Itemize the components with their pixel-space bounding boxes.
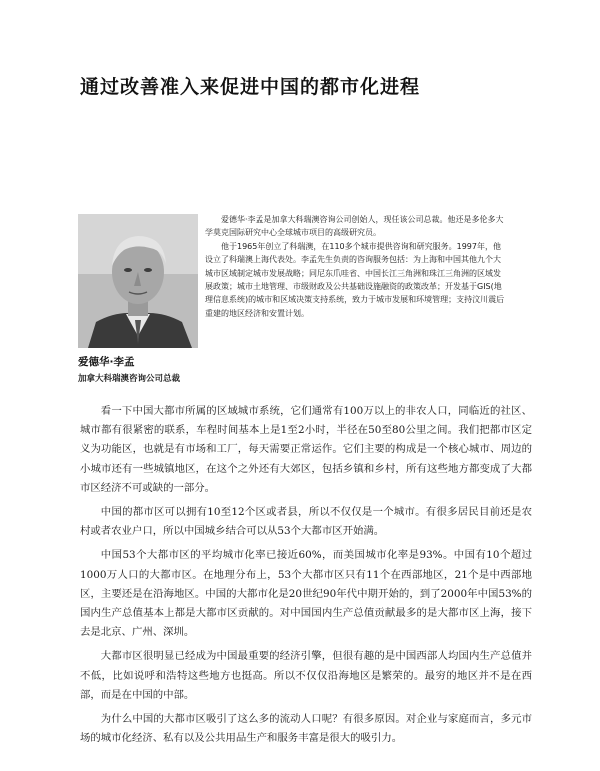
bio-paragraph: 他于1965年创立了科瑞澳，在110多个城市提供咨询和研究服务。1997年，他设立了科瑞澳上海代表处。李孟先生负责的咨询服务包括：为上海和中国其他九个大城市区域制定城市发展战略；同尼东爪哇省、中国长江三角洲和珠江三角洲的区域发展政策；城市土地管理、市级财政及公共基础设施融资的政策改革；开发基于GIS(地理信息系统)的城市和区域决策支持系统，致力于城市发展和环境管理；支持汶川震后重建的地区经济和安置计划。: [205, 241, 505, 318]
body-paragraph: 大都市区很明显已经成为中国最重要的经济引擎，但很有趣的是中国西部人均国内生产总值并不低，比如说呼和浩特这些地方也挺高。所以不仅仅沿海地区是繁荣的。最穷的地区并不是在西部，而是在中国的中部。: [80, 650, 532, 701]
body-paragraph: 看一下中国大都市所属的区域城市系统，它们通常有100万以上的非农人口，同临近的社区、城市都有很紧密的联系，车程时间基本上是1至2小时，半径在50至80公里之间。我们把都市区定义为功能区，也就是有市场和工厂，每天需要正常运作。它们主要的构成是一个核心城市、周边的小城市还有一些城镇地区，在这个之外还有大郊区，包括乡镇和乡村，所有这些地方都变成了大都市区经济不可或缺的一部分。: [80, 405, 532, 494]
body-paragraph: 为什么中国的大都市区吸引了这么多的流动人口呢？有很多原因。对企业与家庭而言，多元市场的城市化经济、私有以及公共用品生产和服务丰富是很大的吸引力。: [80, 713, 532, 745]
body-paragraph: 中国的都市区可以拥有10至12个区或者县，所以不仅仅是一个城市。有很多居民目前还是农村或者农业户口，所以中国城乡结合可以从53个大都市区开始满。: [80, 506, 532, 538]
article-body: [80, 402, 532, 753]
author-affiliation: 加拿大科瑞澳咨询公司总裁: [78, 374, 181, 384]
bio-paragraph: 爱德华·李孟是加拿大科瑞澳咨询公司创始人，现任该公司总裁。他还是多伦多大学莫克国际研究中心全球城市项目的高级研究员。: [205, 215, 504, 238]
portrait-image: [78, 214, 198, 348]
author-bio: [205, 213, 505, 320]
author-name: 爱德华·李孟: [78, 356, 135, 368]
author-portrait: [78, 214, 198, 348]
body-paragraph: 中国53个大都市区的平均城市化率已接近60%，而美国城市化率是93%。中国有10个超过1000万人口的大都市区。在地理分布上，53个大都市区只有11个在西部地区，21个是中西部地区，主要还是在沿海地区。中国的大都市化是20世纪90年代中期开始的，到了2000年中国53%的国内生产总值基本上都是大都市区贡献的。对中国国内生产总值贡献最多的是大都市区上海，接下去是北京、广州、深圳。: [80, 549, 532, 639]
article-title: 通过改善准入来促进中国的都市化进程: [80, 76, 421, 98]
